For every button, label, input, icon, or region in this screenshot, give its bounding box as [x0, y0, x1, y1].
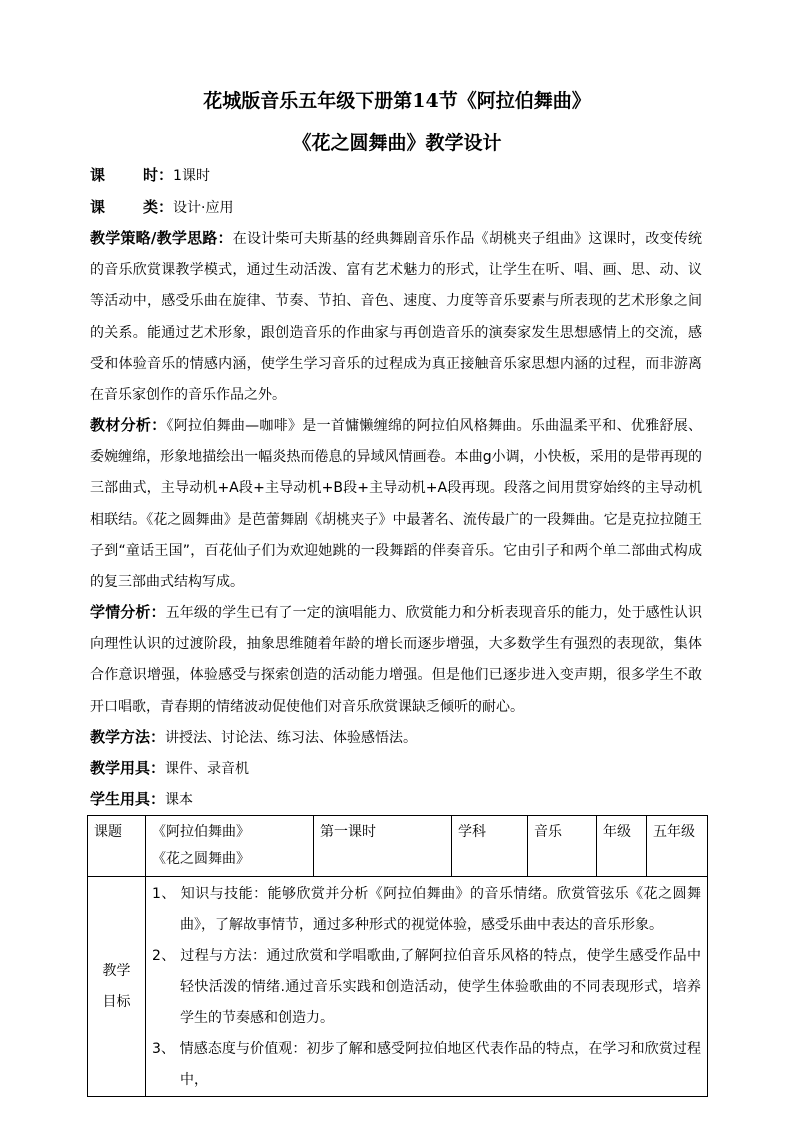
strategy-text: 在设计柴可夫斯基的经典舞剧音乐作品《胡桃夹子组曲》这课时，改变传统的音乐欣赏课教学模式，通过生动活泼、富有艺术魅力的形式，让学生在听、唱、画、思、动、议等活动中，感受乐曲在旋律、节奏、节拍、音色、速度、力度等音乐要素与所表现的艺术形象之间的关系。能通过艺术形象，跟创造音乐的作曲家与再创造音乐的演奏家发生思想感情上的交流，感受和体验音乐的情感内涵，使学生学习音乐的过程成为真正接触音乐家思想内涵的过程，而非游离在音乐家创作的音乐作品之外。 [90, 231, 702, 404]
topic-value-cell [146, 816, 314, 877]
lesson-type-value: 设计·应用 [173, 200, 234, 216]
student-tools-label: 学生用具： [90, 790, 166, 808]
lesson-type-label-b: 类： [143, 198, 174, 216]
document-title: 花城版音乐五年级下册第14节《阿拉伯舞曲》 [203, 90, 591, 112]
methods-label: 教学方法： [90, 728, 166, 746]
lesson-type-label-a: 课 [90, 198, 106, 216]
goals-label-line2: 目标 [102, 993, 131, 1010]
students-label: 学情分析： [90, 603, 166, 621]
student-tools-row [90, 784, 710, 816]
students-text: 五年级的学生已有了一定的演唱能力、欣赏能力和分析表现音乐的能力，处于感性认识向理性认识的过渡阶段，抽象思维随着年龄的增长而逐步增强，大多数学生有强烈的表现欲，集体合作意识增强，体验感受与探索创造的活动能力增强。但是他们已逐步进入变声期，很多学生不敢开口唱歌，青春期的情绪波动促使他们对音乐欣赏课缺乏倾听的耐心。 [90, 605, 702, 715]
topic-label-cell: 课题 [88, 816, 146, 877]
methods-row [90, 722, 710, 754]
methods-text: 讲授法、讨论法、练习法、体验感悟法。 [165, 730, 418, 746]
lesson-time-row [90, 160, 710, 192]
topic-value-1: 《阿拉伯舞曲》 [152, 824, 250, 840]
strategy-label: 教学策略/教学思路： [90, 229, 233, 247]
material-label: 教材分析： [90, 416, 167, 434]
lesson-time-value: 1课时 [173, 168, 210, 184]
grade-label-cell: 年级 [597, 816, 647, 877]
material-text: 《阿拉伯舞曲—咖啡》是一首慵懒缠绵的阿拉伯风格舞曲。乐曲温柔平和、优雅舒展、委婉缠绵，形象地描绘出一幅炎热而倦息的异域风情画卷。本曲g小调，小快板，采用的是带再现的三部曲式，主导动机+A段+主导动机+B段+主导动机+A段再现。段落之间用贯穿始终的主导动机相联结。《花之圆舞曲》是芭蕾舞剧《胡桃夹子》中最著名、流传最广的一段舞曲。它是克拉拉随王子到“童话王国”，百花仙子们为欢迎她跳的一段舞蹈的伴奏音乐。它由引子和两个单二部曲式构成的复三部曲式结构写成。 [90, 418, 702, 591]
lesson-info-table [87, 815, 708, 1097]
period-cell: 第一课时 [314, 816, 452, 877]
lesson-time-label-b: 时： [143, 166, 174, 184]
material-paragraph [90, 410, 702, 598]
goal-item-2: 2、 过程与方法：通过欣赏和学唱歌曲,了解阿拉伯音乐风格的特点，使学生感受作品中轻快活泼的情绪.通过音乐实践和创造活动，使学生体验歌曲的不同表现形式，培养学生的节奏感和创造力。 [152, 948, 701, 1026]
goal-item-1: 1、 知识与技能：能够欣赏并分析《阿拉伯舞曲》的音乐情绪。欣赏管弦乐《花之圆舞曲》，了解故事情节，通过多种形式的视觉体验，感受乐曲中表达的音乐形象。 [152, 886, 701, 933]
goals-row [88, 877, 708, 1097]
topic-value-2: 《花之圆舞曲》 [152, 851, 250, 867]
students-paragraph [90, 597, 702, 723]
lesson-type-row [90, 192, 710, 224]
document-subtitle: 《花之圆舞曲》教学设计 [292, 132, 502, 154]
teacher-tools-row [90, 753, 710, 785]
goals-content-cell [146, 877, 708, 1097]
lesson-time-label-a: 课 [90, 166, 106, 184]
teacher-tools-text: 课件、录音机 [165, 761, 250, 777]
goals-label-line1: 教学 [102, 962, 131, 979]
goals-label-cell [88, 877, 146, 1097]
student-tools-text: 课本 [165, 792, 194, 808]
grade-value-cell: 五年级 [647, 816, 708, 877]
table-header-row [88, 816, 708, 877]
subject-label-cell: 学科 [452, 816, 528, 877]
subject-value-cell: 音乐 [528, 816, 597, 877]
strategy-paragraph [90, 223, 702, 411]
goal-item-3: 3、 情感态度与价值观：初步了解和感受阿拉伯地区代表作品的特点，在学习和欣赏过程中， [152, 1041, 701, 1088]
teacher-tools-label: 教学用具： [90, 759, 166, 777]
